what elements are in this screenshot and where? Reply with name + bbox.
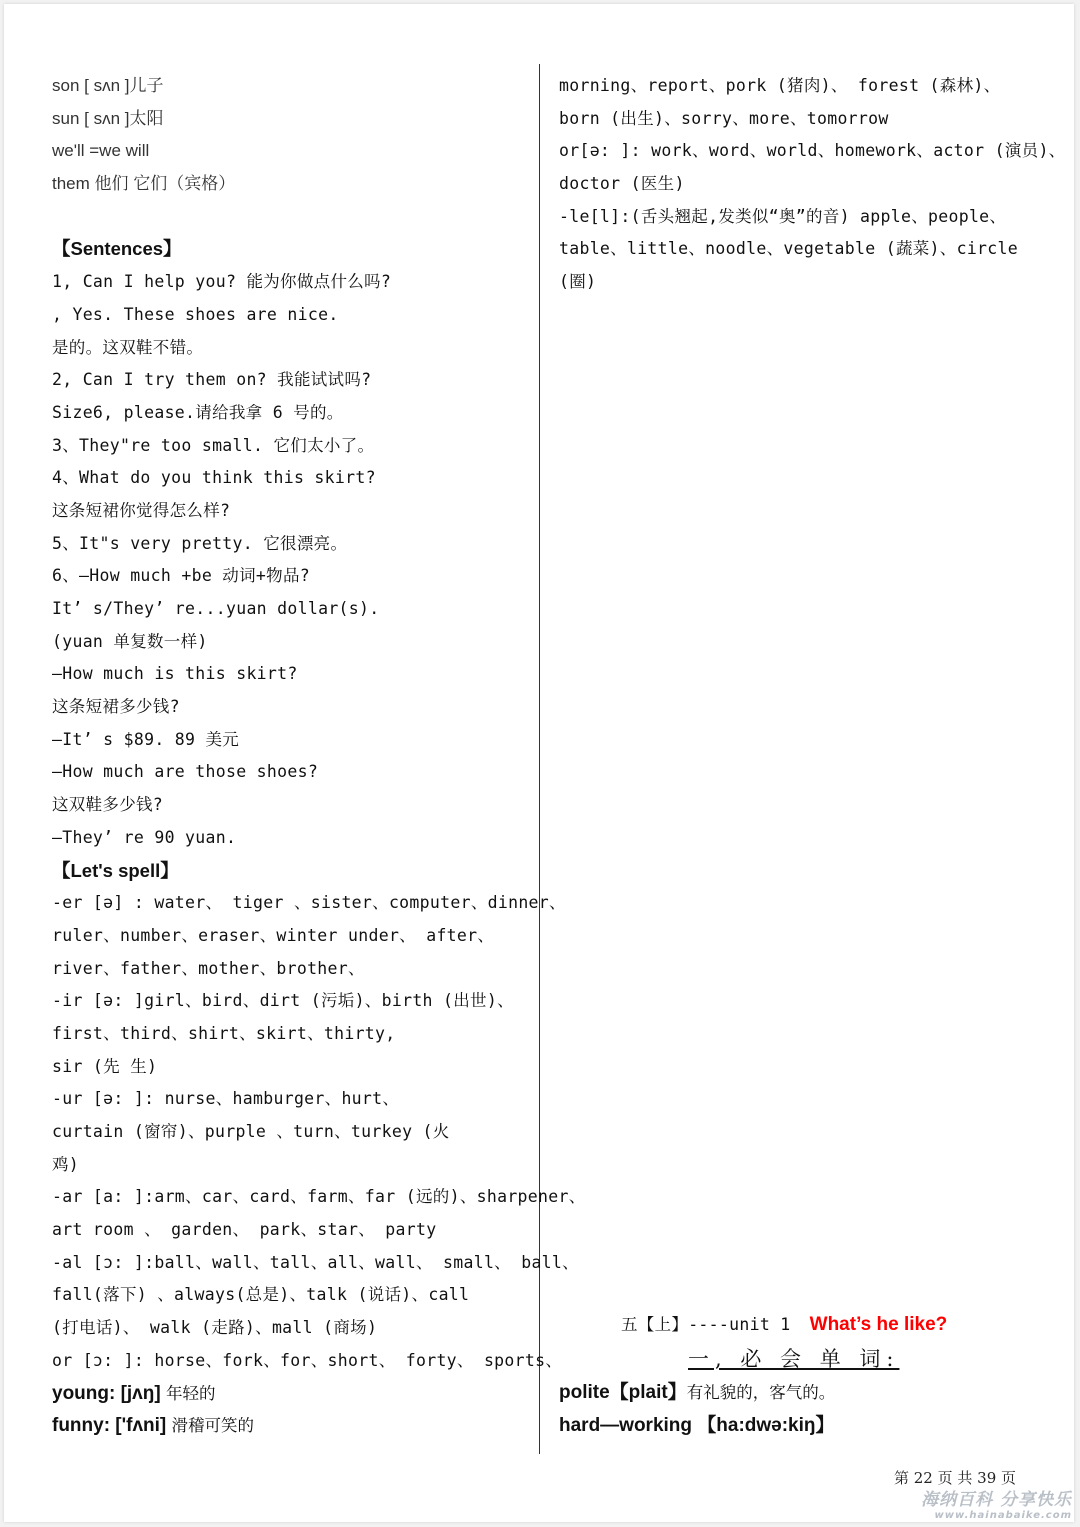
sentence-line: 是的。这双鞋不错。: [52, 337, 204, 357]
word: young:: [52, 1382, 116, 1404]
vocab-entry-hardworking: [559, 1410, 835, 1443]
spell-line: 鸡): [52, 1154, 80, 1174]
spell-line: first、third、shirt、skirt、thirty,: [52, 1023, 396, 1043]
right-column: [559, 70, 1066, 299]
vocab-line: them 他们 它们（宾格）: [52, 174, 236, 194]
sentence-line: 4、What do you think this skirt?: [52, 468, 376, 488]
sentence-line: —It’ s $89. 89 美元: [52, 729, 240, 749]
sentence-line: 这条短裙你觉得怎么样?: [52, 500, 231, 520]
watermark-title: 海纳百科 分享快乐: [921, 1490, 1072, 1510]
spell-line: (圈): [559, 272, 597, 292]
spell-heading: 【Let's spell】: [52, 859, 179, 881]
vocab-entry-polite: [559, 1377, 835, 1410]
unit-title: What’s he like?: [809, 1314, 948, 1335]
spell-line: morning、report、pork (猪肉)、 forest (森林)、: [559, 76, 1001, 95]
spell-line: -le[l]:(舌头翘起,发类似“奥”的音) apple、people、: [559, 206, 1007, 226]
sentence-line: It’ s/They’ re...yuan dollar(s).: [52, 599, 380, 618]
spell-line: (打电话)、 walk (走路)、mall (商场): [52, 1318, 378, 1338]
phonetic: 【plait】: [609, 1382, 687, 1403]
sentence-line: 这条短裙多少钱?: [52, 697, 180, 717]
sentence-line: 6、—How much +be 动词+物品?: [52, 566, 310, 586]
vocab-line: son [ sʌn ]儿子: [52, 76, 164, 95]
page-number: 第 22 页 共 39 页: [894, 1469, 1017, 1487]
sentence-line: 这双鞋多少钱?: [52, 795, 164, 815]
watermark-url: www.hainabaike.com: [934, 1510, 1072, 1521]
meaning: 有礼貌的，客气的。: [686, 1383, 836, 1402]
unit-header: [621, 1311, 947, 1336]
word: hard—working: [559, 1415, 693, 1436]
sentence-line: —They’ re 90 yuan.: [52, 827, 237, 847]
sentence-line: (yuan 单复数一样): [52, 631, 208, 651]
phonetic: [jʌŋ]: [120, 1382, 161, 1404]
sentence-line: —How much is this skirt?: [52, 664, 298, 684]
spell-line: table、little、noodle、vegetable (蔬菜)、circle: [559, 239, 1018, 259]
spell-line: doctor (医生): [559, 174, 685, 194]
spell-line: art room 、 garden、 park、star、 party: [52, 1220, 437, 1240]
phonetic: ['fʌni]: [115, 1415, 167, 1437]
sentence-line: 5、It"s very pretty. 它很漂亮。: [52, 533, 348, 553]
spell-line: or [ɔ: ]: horse、fork、for、short、 forty、 sports、: [52, 1350, 563, 1370]
site-watermark: [921, 1485, 1072, 1521]
spell-line: -ar [a: ]:arm、car、card、farm、far (远的)、sharpener、: [52, 1187, 586, 1207]
sentences-heading: 【Sentences】: [52, 238, 182, 260]
spell-line: -er [ə] : water、 tiger 、sister、computer、dinner、: [52, 893, 566, 913]
spell-line: -al [ɔ: ]:ball、wall、tall、all、wall、 small、 ball、: [52, 1252, 579, 1272]
vocab-line: we'll =we will: [52, 141, 150, 161]
spell-line: river、father、mother、brother、: [52, 958, 365, 978]
meaning: 年轻的: [165, 1383, 216, 1403]
vocab-entry-funny: [52, 1410, 532, 1443]
unit-prefix: 五【上】----unit 1: [621, 1315, 791, 1334]
spell-line: curtain (窗帘)、purple 、turn、turkey (火: [52, 1122, 450, 1141]
spell-line: -ur [ə: ]: nurse、hamburger、hurt、: [52, 1089, 400, 1109]
vocab-line: sun [ sʌn ]太阳: [52, 108, 164, 128]
sentence-line: Size6, please.请给我拿 6 号的。: [52, 402, 344, 422]
sentence-line: 3、They"re too small. 它们太小了。: [52, 435, 375, 455]
sentence-line: 2, Can I try them on? 我能试试吗?: [52, 370, 372, 390]
phonetic: 【ha:dwə:kiŋ】: [697, 1415, 835, 1436]
meaning: 滑稽可笑的: [171, 1416, 254, 1436]
spell-line: fall(落下) 、always(总是)、talk (说话)、call: [52, 1285, 470, 1305]
column-divider: [539, 64, 540, 1454]
spell-line: ruler、number、eraser、winter under、 after、: [52, 925, 495, 945]
word: funny:: [52, 1415, 111, 1437]
vocab-entry-young: [52, 1378, 532, 1411]
spell-line: sir (先 生): [52, 1056, 158, 1076]
spell-line: -ir [ə: ]girl、bird、dirt (污垢)、birth (出世)、: [52, 991, 514, 1011]
vocab-section-heading: 一, 必 会 单 词:: [688, 1347, 900, 1371]
sentence-line: , Yes. These shoes are nice.: [52, 304, 339, 324]
spell-line: or[ə: ]: work、word、world、homework、actor (演员)、: [559, 141, 1066, 161]
sentence-line: 1, Can I help you? 能为你做点什么吗?: [52, 272, 392, 292]
spell-line: born (出生)、sorry、more、tomorrow: [559, 108, 889, 128]
sentence-line: —How much are those shoes?: [52, 762, 319, 782]
document-page: [4, 4, 1074, 1522]
word: polite: [559, 1382, 610, 1403]
